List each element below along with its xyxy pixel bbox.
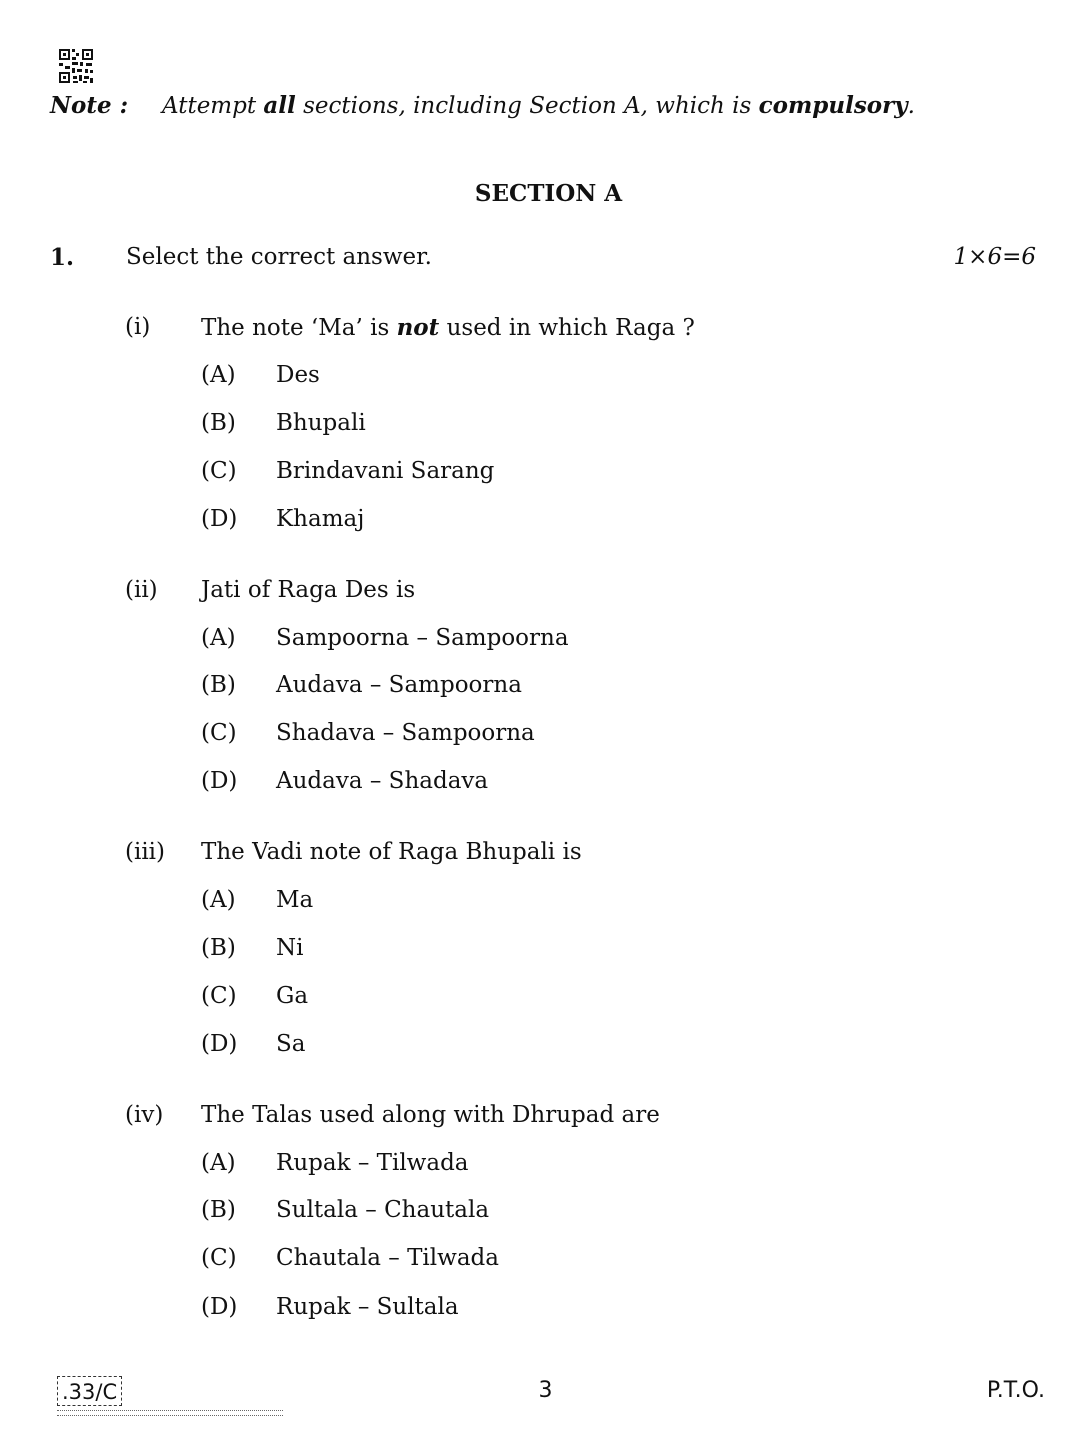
option-d[interactable] [201, 506, 364, 532]
microtext-strip [57, 1410, 283, 1416]
note-text-bold-all: all [263, 92, 296, 119]
option-text: Sultala – Chautala [276, 1197, 490, 1223]
option-label: (D) [201, 768, 238, 794]
option-label: (C) [201, 1245, 237, 1271]
option-label: (B) [201, 672, 236, 698]
option-label: (D) [201, 1031, 238, 1057]
option-text: Bhupali [276, 410, 366, 436]
option-text: Brindavani Sarang [276, 458, 495, 484]
option-b[interactable] [201, 410, 366, 436]
note-label: Note : [50, 92, 129, 119]
option-text: Chautala – Tilwada [276, 1245, 499, 1271]
pto-label: P.T.O. [986, 1378, 1045, 1403]
option-a[interactable] [201, 887, 313, 913]
note-text-end: . [907, 93, 915, 119]
page-number: 3 [538, 1378, 553, 1403]
option-d[interactable] [201, 1294, 459, 1320]
subquestion-text-before: The note ‘Ma’ is [201, 315, 397, 341]
option-label: (A) [201, 362, 236, 388]
option-text: Shadava – Sampoorna [276, 720, 535, 746]
option-label: (D) [201, 1294, 238, 1320]
option-a[interactable] [201, 1150, 469, 1176]
option-text: Audava – Sampoorna [276, 672, 522, 698]
option-label: (B) [201, 410, 236, 436]
option-b[interactable] [201, 1197, 489, 1223]
option-text: Ga [276, 983, 309, 1009]
option-text: Sa [276, 1031, 306, 1057]
note-text-bold-compulsory: compulsory [758, 92, 908, 119]
subquestion-text [201, 314, 695, 341]
option-c[interactable] [201, 458, 494, 484]
option-label: (B) [201, 1197, 236, 1223]
subquestion-text-after: used in which Raga ? [439, 315, 695, 341]
note-text-middle: sections, including Section A, which is [295, 93, 759, 119]
option-label: (A) [201, 1150, 236, 1176]
option-label: (D) [201, 506, 238, 532]
option-text: Sampoorna – Sampoorna [276, 625, 569, 651]
option-c[interactable] [201, 1245, 499, 1271]
subquestion-text: The Vadi note of Raga Bhupali is [201, 839, 582, 865]
question-text: Select the correct answer. [126, 244, 432, 270]
subquestion-text: Jati of Raga Des is [201, 577, 416, 603]
option-text: Khamaj [276, 506, 365, 532]
option-b[interactable] [201, 672, 522, 698]
question-number: 1. [50, 244, 75, 271]
subquestion-number: (ii) [125, 577, 158, 603]
option-label: (C) [201, 983, 237, 1009]
subquestion-number: (iv) [125, 1102, 164, 1128]
subquestion-text: The Talas used along with Dhrupad are [201, 1102, 660, 1128]
subquestion-number: (i) [125, 314, 151, 340]
subquestion-number: (iii) [125, 839, 166, 865]
option-text: Rupak – Sultala [276, 1294, 459, 1320]
paper-code-badge: .33/C [57, 1376, 122, 1406]
option-label: (A) [201, 887, 236, 913]
qr-code-icon [58, 48, 94, 84]
subquestion-text-emphasis: not [396, 314, 440, 341]
option-text: Ni [276, 935, 304, 961]
note-text-before: Attempt [162, 93, 264, 119]
question-marks: 1×6=6 [953, 244, 1036, 270]
option-a[interactable] [201, 625, 569, 651]
section-title: SECTION A [474, 180, 623, 207]
option-text: Rupak – Tilwada [276, 1150, 469, 1176]
option-b[interactable] [201, 935, 303, 961]
option-label: (A) [201, 625, 236, 651]
option-text: Des [276, 362, 320, 388]
option-label: (C) [201, 720, 237, 746]
option-text: Ma [276, 887, 314, 913]
option-label: (B) [201, 935, 236, 961]
option-label: (C) [201, 458, 237, 484]
option-c[interactable] [201, 983, 308, 1009]
option-text: Audava – Shadava [276, 768, 489, 794]
option-c[interactable] [201, 720, 535, 746]
option-d[interactable] [201, 768, 488, 794]
note-line [50, 92, 915, 119]
option-d[interactable] [201, 1031, 305, 1057]
option-a[interactable] [201, 362, 320, 388]
